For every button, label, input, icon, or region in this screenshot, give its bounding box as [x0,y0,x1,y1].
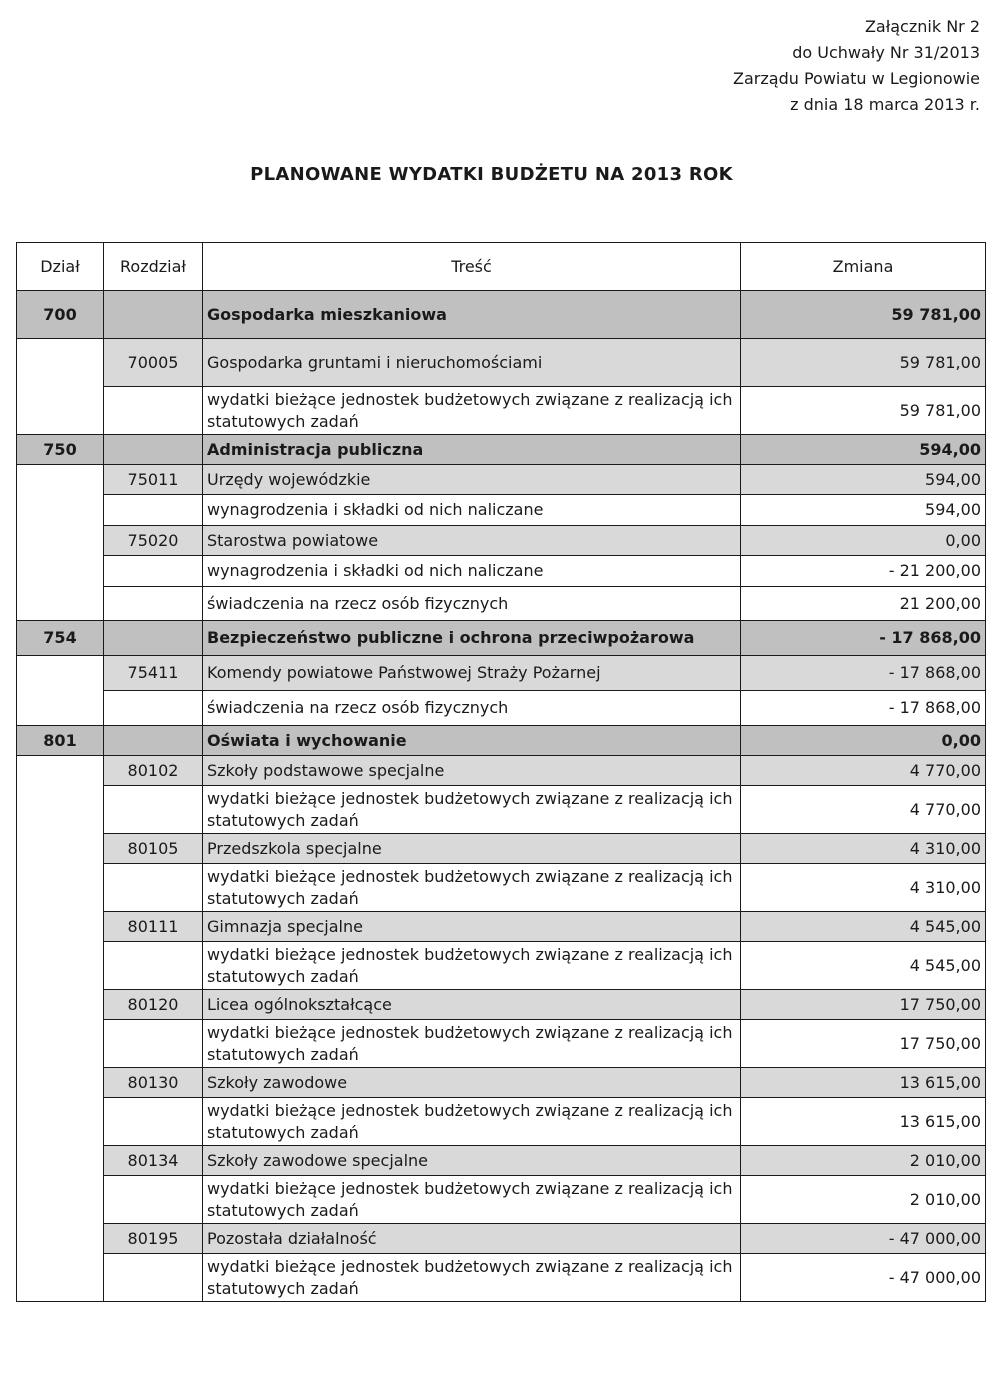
tresc-text: Oświata i wychowanie [203,726,741,756]
tresc-text: wydatki bieżące jednostek budżetowych związane z realizacją ich statutowych zadań [203,1020,741,1068]
zmiana-amount: 59 781,00 [741,387,986,435]
chapter-row [17,526,986,556]
tresc-text: Szkoły zawodowe [203,1068,741,1098]
rozdzial-code: 80134 [104,1146,203,1176]
rozdzial-code [104,1020,203,1068]
dzial-code: 700 [17,291,104,339]
chapter-row [17,465,986,495]
tresc-text: Bezpieczeństwo publiczne i ochrona przeciwpożarowa [203,621,741,656]
zmiana-amount: - 17 868,00 [741,656,986,691]
section-row [17,621,986,656]
column-header-rozdzial: Rozdział [104,243,203,291]
rozdzial-code [104,495,203,526]
zmiana-amount: 594,00 [741,495,986,526]
zmiana-amount: 59 781,00 [741,339,986,387]
item-row [17,786,986,834]
rozdzial-code: 80102 [104,756,203,786]
zmiana-amount: 4 310,00 [741,864,986,912]
rozdzial-code: 70005 [104,339,203,387]
tresc-text: wynagrodzenia i składki od nich naliczane [203,556,741,587]
item-row [17,387,986,435]
tresc-text: Gospodarka mieszkaniowa [203,291,741,339]
section-row [17,726,986,756]
tresc-text: Gimnazja specjalne [203,912,741,942]
item-row [17,556,986,587]
zmiana-amount: 2 010,00 [741,1176,986,1224]
zmiana-amount: 17 750,00 [741,990,986,1020]
rozdzial-code: 80120 [104,990,203,1020]
dzial-code: 801 [17,726,104,756]
zmiana-amount: 59 781,00 [741,291,986,339]
tresc-text: świadczenia na rzecz osób fizycznych [203,691,741,726]
zmiana-amount: 594,00 [741,435,986,465]
zmiana-amount: 0,00 [741,726,986,756]
zmiana-amount: 0,00 [741,526,986,556]
rozdzial-code: 80105 [104,834,203,864]
document-title: PLANOWANE WYDATKI BUDŻETU NA 2013 ROK [250,164,733,185]
rozdzial-code: 75011 [104,465,203,495]
chapter-row [17,834,986,864]
item-row [17,587,986,621]
resolution-reference: do Uchwały Nr 31/2013 [792,43,980,62]
zmiana-amount: 4 545,00 [741,912,986,942]
chapter-row [17,1224,986,1254]
resolution-date: z dnia 18 marca 2013 r. [790,95,980,114]
rozdzial-code: 80111 [104,912,203,942]
rozdzial-code [104,1098,203,1146]
zmiana-amount: 594,00 [741,465,986,495]
rozdzial-code [104,556,203,587]
tresc-text: Komendy powiatowe Państwowej Straży Pożarnej [203,656,741,691]
tresc-text: wydatki bieżące jednostek budżetowych związane z realizacją ich statutowych zadań [203,942,741,990]
dzial-blank-cell [17,656,104,726]
item-row [17,495,986,526]
chapter-row [17,339,986,387]
rozdzial-code [104,1176,203,1224]
rozdzial-code [104,864,203,912]
rozdzial-code [104,726,203,756]
tresc-text: Przedszkola specjalne [203,834,741,864]
tresc-text: wynagrodzenia i składki od nich naliczane [203,495,741,526]
tresc-text: wydatki bieżące jednostek budżetowych związane z realizacją ich statutowych zadań [203,864,741,912]
tresc-text: Licea ogólnokształcące [203,990,741,1020]
budget-table [16,242,986,1302]
zmiana-amount: - 47 000,00 [741,1254,986,1302]
rozdzial-code: 75411 [104,656,203,691]
item-row [17,1176,986,1224]
item-row [17,691,986,726]
attachment-header [733,14,980,118]
column-header-tresc: Treść [203,243,741,291]
zmiana-amount: 4 770,00 [741,756,986,786]
dzial-code: 750 [17,435,104,465]
column-header-zmiana: Zmiana [741,243,986,291]
tresc-text: Administracja publiczna [203,435,741,465]
tresc-text: Starostwa powiatowe [203,526,741,556]
tresc-text: Urzędy wojewódzkie [203,465,741,495]
tresc-text: wydatki bieżące jednostek budżetowych związane z realizacją ich statutowych zadań [203,786,741,834]
zmiana-amount: - 17 868,00 [741,621,986,656]
zmiana-amount: 13 615,00 [741,1098,986,1146]
chapter-row [17,656,986,691]
tresc-text: wydatki bieżące jednostek budżetowych związane z realizacją ich statutowych zadań [203,1176,741,1224]
tresc-text: Pozostała działalność [203,1224,741,1254]
tresc-text: wydatki bieżące jednostek budżetowych związane z realizacją ich statutowych zadań [203,1098,741,1146]
tresc-text: wydatki bieżące jednostek budżetowych związane z realizacją ich statutowych zadań [203,1254,741,1302]
rozdzial-code [104,587,203,621]
tresc-text: świadczenia na rzecz osób fizycznych [203,587,741,621]
budget-table-body [17,291,986,1302]
rozdzial-code [104,942,203,990]
chapter-row [17,1146,986,1176]
chapter-row [17,756,986,786]
zmiana-amount: 4 545,00 [741,942,986,990]
zmiana-amount: 4 770,00 [741,786,986,834]
issuing-body: Zarządu Powiatu w Legionowie [733,69,980,88]
chapter-row [17,1068,986,1098]
rozdzial-code [104,691,203,726]
item-row [17,1254,986,1302]
section-row [17,435,986,465]
item-row [17,942,986,990]
column-header-dzial: Dział [17,243,104,291]
item-row [17,1020,986,1068]
zmiana-amount: 4 310,00 [741,834,986,864]
rozdzial-code [104,291,203,339]
dzial-blank-cell [17,339,104,435]
item-row [17,864,986,912]
dzial-code: 754 [17,621,104,656]
chapter-row [17,990,986,1020]
zmiana-amount: - 17 868,00 [741,691,986,726]
chapter-row [17,912,986,942]
zmiana-amount: - 47 000,00 [741,1224,986,1254]
tresc-text: wydatki bieżące jednostek budżetowych związane z realizacją ich statutowych zadań [203,387,741,435]
rozdzial-code [104,1254,203,1302]
zmiana-amount: 21 200,00 [741,587,986,621]
tresc-text: Szkoły podstawowe specjalne [203,756,741,786]
rozdzial-code: 80195 [104,1224,203,1254]
section-row [17,291,986,339]
rozdzial-code [104,387,203,435]
dzial-blank-cell [17,465,104,621]
zmiana-amount: 2 010,00 [741,1146,986,1176]
rozdzial-code [104,621,203,656]
rozdzial-code: 80130 [104,1068,203,1098]
table-header-row [17,243,986,291]
rozdzial-code: 75020 [104,526,203,556]
zmiana-amount: 13 615,00 [741,1068,986,1098]
zmiana-amount: 17 750,00 [741,1020,986,1068]
item-row [17,1098,986,1146]
zmiana-amount: - 21 200,00 [741,556,986,587]
rozdzial-code [104,435,203,465]
tresc-text: Szkoły zawodowe specjalne [203,1146,741,1176]
dzial-blank-cell [17,756,104,1302]
rozdzial-code [104,786,203,834]
attachment-number: Załącznik Nr 2 [864,17,980,36]
tresc-text: Gospodarka gruntami i nieruchomościami [203,339,741,387]
